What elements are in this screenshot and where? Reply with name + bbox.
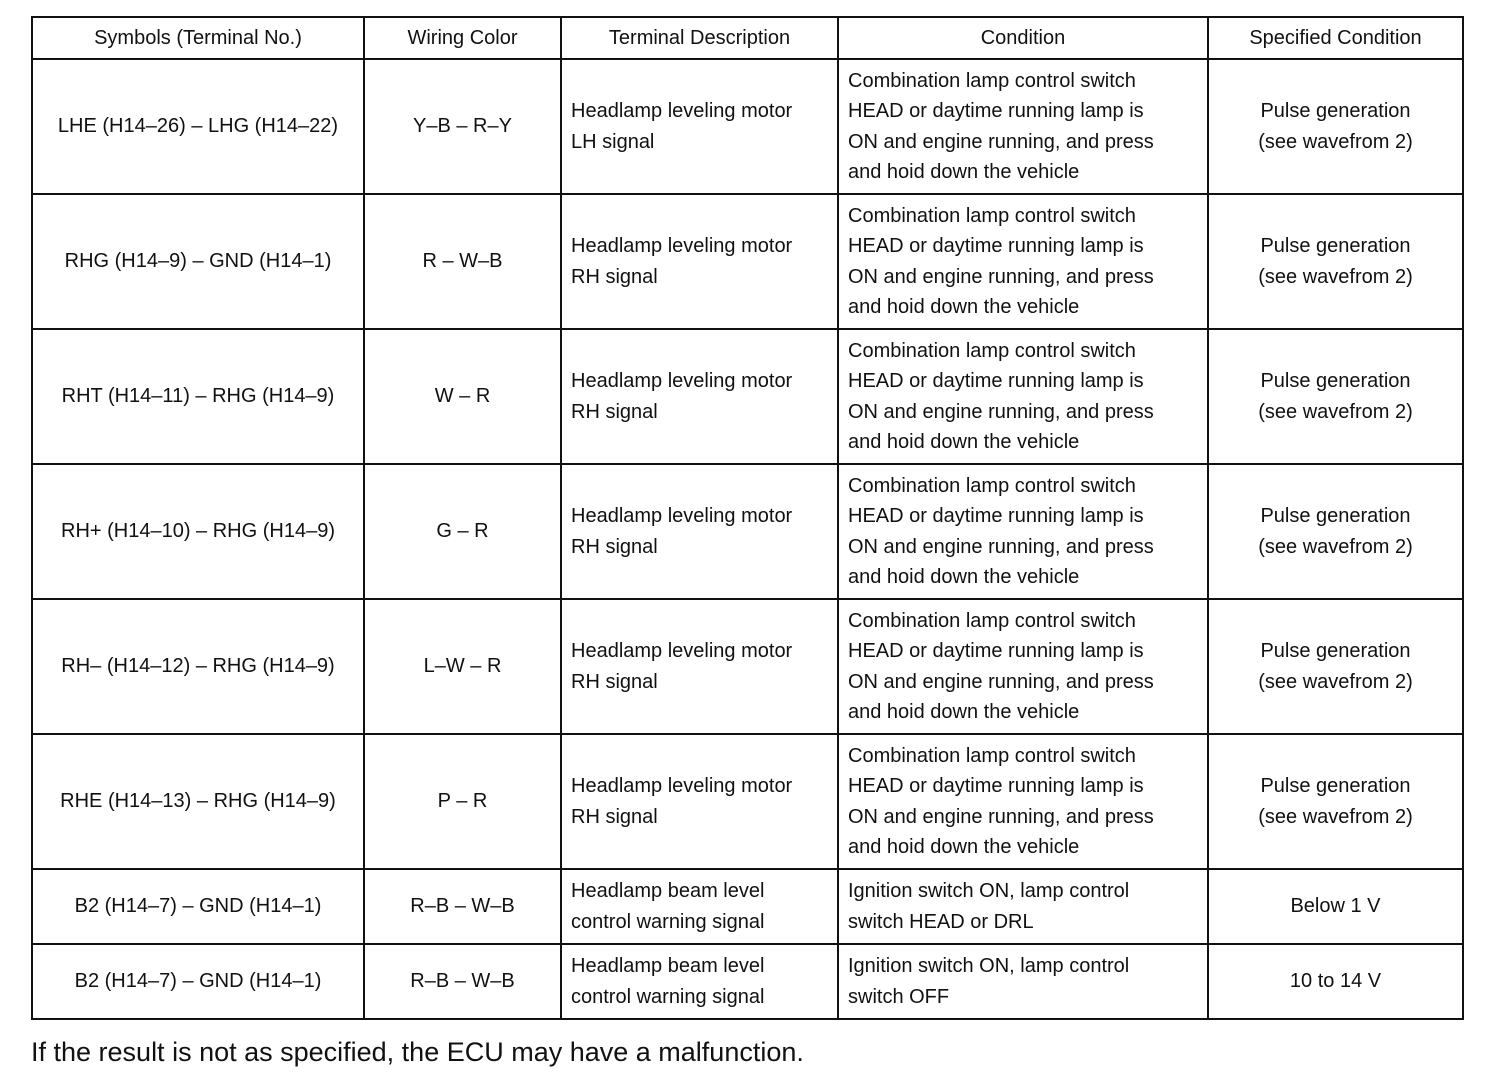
table-row xyxy=(32,464,1463,599)
description-cell: Headlamp leveling motor RH signal xyxy=(561,464,838,599)
wiring-color-cell: Y–B – R–Y xyxy=(364,59,561,194)
symbols-cell: RH+ (H14–10) – RHG (H14–9) xyxy=(32,464,364,599)
description-cell: Headlamp leveling motor RH signal xyxy=(561,329,838,464)
wiring-color-cell: R–B – W–B xyxy=(364,944,561,1019)
condition-cell: Ignition switch ON, lamp control switch OFF xyxy=(838,944,1208,1019)
symbols-cell: LHE (H14–26) – LHG (H14–22) xyxy=(32,59,364,194)
description-cell: Headlamp leveling motor RH signal xyxy=(561,194,838,329)
table-row xyxy=(32,734,1463,869)
specified-condition-cell: Pulse generation (see wavefrom 2) xyxy=(1208,734,1463,869)
symbols-cell: RH– (H14–12) – RHG (H14–9) xyxy=(32,599,364,734)
description-cell: Headlamp leveling motor LH signal xyxy=(561,59,838,194)
wiring-color-cell: L–W – R xyxy=(364,599,561,734)
table-header-row xyxy=(32,17,1463,59)
specified-condition-cell: Pulse generation (see wavefrom 2) xyxy=(1208,329,1463,464)
specified-condition-cell: Pulse generation (see wavefrom 2) xyxy=(1208,599,1463,734)
table-row xyxy=(32,329,1463,464)
footnote-text: If the result is not as specified, the ECU may have a malfunction. xyxy=(31,1037,804,1067)
description-cell: Headlamp beam level control warning signal xyxy=(561,869,838,944)
wiring-color-cell: P – R xyxy=(364,734,561,869)
specified-condition-cell: Below 1 V xyxy=(1208,869,1463,944)
table-row xyxy=(32,194,1463,329)
specified-condition-cell: Pulse generation (see wavefrom 2) xyxy=(1208,194,1463,329)
symbols-cell: RHG (H14–9) – GND (H14–1) xyxy=(32,194,364,329)
header-wiring-color: Wiring Color xyxy=(364,17,561,59)
table-row xyxy=(32,869,1463,944)
wiring-color-cell: R – W–B xyxy=(364,194,561,329)
description-cell: Headlamp leveling motor RH signal xyxy=(561,734,838,869)
terminal-inspection-table xyxy=(31,16,1464,1020)
table-row xyxy=(32,59,1463,194)
header-symbols: Symbols (Terminal No.) xyxy=(32,17,364,59)
specified-condition-cell: Pulse generation (see wavefrom 2) xyxy=(1208,464,1463,599)
description-cell: Headlamp beam level control warning signal xyxy=(561,944,838,1019)
header-terminal-description: Terminal Description xyxy=(561,17,838,59)
condition-cell: Combination lamp control switch HEAD or daytime running lamp is ON and engine running, and press and hoid down the vehicle xyxy=(838,329,1208,464)
symbols-cell: B2 (H14–7) – GND (H14–1) xyxy=(32,869,364,944)
header-condition: Condition xyxy=(838,17,1208,59)
table-row xyxy=(32,944,1463,1019)
symbols-cell: RHT (H14–11) – RHG (H14–9) xyxy=(32,329,364,464)
specified-condition-cell: Pulse generation (see wavefrom 2) xyxy=(1208,59,1463,194)
table-row xyxy=(32,599,1463,734)
specified-condition-cell: 10 to 14 V xyxy=(1208,944,1463,1019)
condition-cell: Combination lamp control switch HEAD or daytime running lamp is ON and engine running, and press and hoid down the vehicle xyxy=(838,599,1208,734)
wiring-color-cell: G – R xyxy=(364,464,561,599)
condition-cell: Combination lamp control switch HEAD or daytime running lamp is ON and engine running, and press and hoid down the vehicle xyxy=(838,59,1208,194)
symbols-cell: RHE (H14–13) – RHG (H14–9) xyxy=(32,734,364,869)
wiring-color-cell: R–B – W–B xyxy=(364,869,561,944)
condition-cell: Combination lamp control switch HEAD or daytime running lamp is ON and engine running, and press and hoid down the vehicle xyxy=(838,194,1208,329)
condition-cell: Combination lamp control switch HEAD or daytime running lamp is ON and engine running, and press and hoid down the vehicle xyxy=(838,734,1208,869)
description-cell: Headlamp leveling motor RH signal xyxy=(561,599,838,734)
condition-cell: Combination lamp control switch HEAD or daytime running lamp is ON and engine running, and press and hoid down the vehicle xyxy=(838,464,1208,599)
header-specified-condition: Specified Condition xyxy=(1208,17,1463,59)
wiring-color-cell: W – R xyxy=(364,329,561,464)
condition-cell: Ignition switch ON, lamp control switch HEAD or DRL xyxy=(838,869,1208,944)
symbols-cell: B2 (H14–7) – GND (H14–1) xyxy=(32,944,364,1019)
